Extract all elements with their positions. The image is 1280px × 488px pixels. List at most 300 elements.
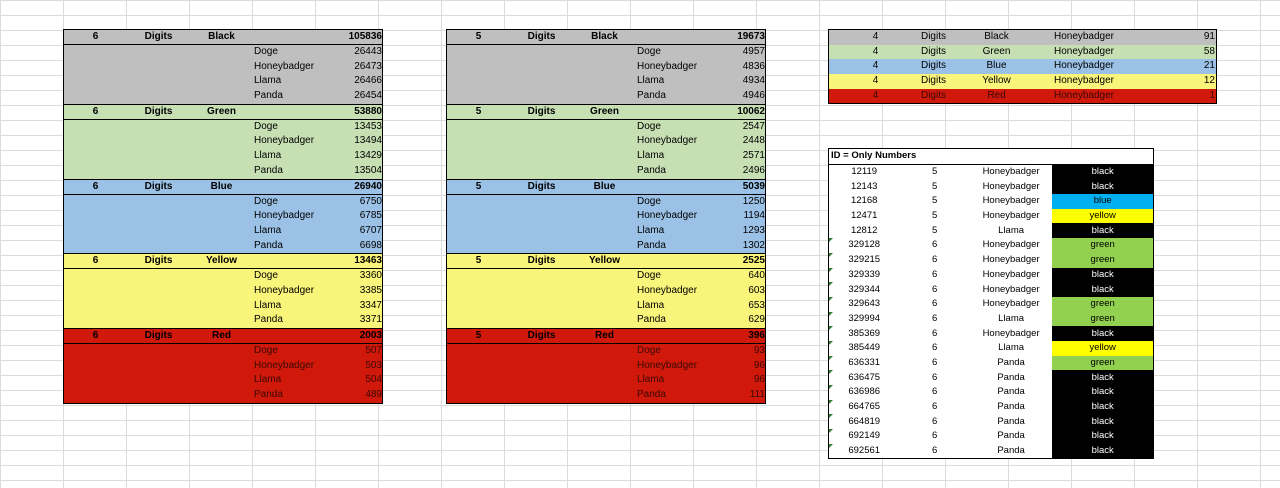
- id-value: 329339: [829, 268, 900, 283]
- five-group-header: [447, 254, 765, 269]
- group-total: 396: [748, 330, 765, 341]
- digits-label: Digits: [527, 255, 556, 267]
- id-row: [829, 297, 1154, 312]
- digits-label: Digits: [920, 31, 946, 42]
- animal-name: Llama: [998, 312, 1025, 324]
- five-animal-row: [447, 359, 765, 374]
- five-animal-row: [447, 45, 765, 60]
- id-row: [829, 312, 1154, 327]
- animal-name: Honeybadger: [982, 180, 1040, 192]
- color-swatch: black: [1052, 268, 1153, 283]
- animal-count: 4934: [742, 75, 765, 87]
- color-swatch: green: [1052, 238, 1153, 253]
- color-swatch: green: [1052, 297, 1153, 312]
- animal-count: 640: [748, 270, 765, 282]
- five-animal-row: [447, 373, 765, 388]
- color-swatch: green: [1052, 253, 1153, 268]
- digit-count: 5: [931, 180, 938, 192]
- color-name: Black: [984, 31, 1009, 42]
- error-indicator-icon: [829, 400, 833, 404]
- animal-count: 3385: [359, 284, 382, 296]
- animal-name: Panda: [637, 389, 666, 401]
- five-animal-row: [447, 120, 765, 135]
- four-digit-row-red: [829, 89, 1216, 104]
- animal-count: 507: [365, 345, 382, 356]
- group-total: 13463: [354, 255, 382, 267]
- color-swatch: black: [1052, 326, 1153, 341]
- five-animal-row: [447, 134, 765, 149]
- digit-count: 4: [872, 60, 879, 72]
- animal-name: Panda: [997, 401, 1025, 413]
- animal-name: Panda: [254, 164, 283, 176]
- color-name: Green: [590, 105, 619, 117]
- animal-name: Honeybadger: [637, 359, 698, 371]
- animal-name: Llama: [998, 342, 1025, 354]
- five-group-red: [446, 329, 766, 404]
- digit-count: 6: [931, 415, 938, 427]
- digit-count: 5: [475, 105, 482, 117]
- animal-count: 93: [753, 345, 765, 356]
- animal-name: Honeybadger: [254, 60, 315, 72]
- id-value: 329643: [829, 297, 900, 312]
- six-animal-row: [64, 74, 382, 89]
- id-value: 329344: [829, 282, 900, 297]
- animal-name: Doge: [637, 46, 661, 57]
- id-row: [829, 429, 1154, 444]
- id-row: [829, 223, 1154, 238]
- six-animal-row: [64, 134, 382, 149]
- six-animal-row: [64, 195, 382, 210]
- id-value: 385449: [829, 341, 900, 356]
- six-animal-row: [64, 60, 382, 75]
- six-group-black: [63, 29, 383, 105]
- id-value: 636331: [829, 356, 900, 371]
- six-animal-row: [64, 149, 382, 164]
- color-swatch: black: [1052, 400, 1153, 415]
- animal-name: Panda: [254, 90, 283, 102]
- group-total: 19673: [737, 31, 765, 42]
- digits-label: Digits: [920, 75, 946, 87]
- animal-name: Doge: [637, 195, 661, 207]
- animal-name: Panda: [254, 239, 283, 251]
- animal-name: Honeybadger: [1053, 89, 1115, 101]
- six-group-header: [64, 105, 382, 120]
- digit-count: 6: [92, 105, 99, 117]
- animal-count: 4946: [742, 90, 765, 102]
- animal-name: Honeybadger: [982, 254, 1040, 266]
- animal-count: 1194: [743, 210, 765, 222]
- animal-name: Panda: [637, 314, 666, 326]
- six-group-header: [64, 30, 382, 45]
- six-animal-row: [64, 89, 382, 104]
- digits-label: Digits: [527, 105, 556, 117]
- animal-count: 13453: [354, 120, 382, 132]
- color-swatch: yellow: [1052, 209, 1153, 224]
- color-name: Yellow: [205, 255, 238, 267]
- id-row: [829, 209, 1154, 224]
- digits-label: Digits: [144, 255, 173, 267]
- animal-name: Panda: [997, 386, 1025, 398]
- animal-count: 26473: [354, 60, 382, 72]
- animal-name: Doge: [637, 345, 661, 356]
- id-row: [829, 356, 1154, 371]
- six-animal-row: [64, 209, 382, 224]
- animal-count: 6785: [359, 210, 382, 222]
- animal-name: Doge: [254, 120, 278, 132]
- animal-name: Llama: [254, 299, 282, 311]
- animal-count: 111: [749, 389, 765, 401]
- id-value: 664819: [829, 414, 900, 429]
- six-digit-summary-table: [63, 29, 383, 404]
- digits-label: Digits: [527, 31, 556, 42]
- six-animal-row: [64, 269, 382, 284]
- animal-name: Honeybadger: [1053, 75, 1115, 87]
- five-animal-row: [447, 164, 765, 179]
- color-swatch: green: [1052, 356, 1153, 371]
- color-name: Black: [591, 31, 618, 42]
- error-indicator-icon: [829, 268, 833, 272]
- animal-name: Panda: [637, 164, 666, 176]
- count-value: 21: [1203, 60, 1215, 72]
- five-animal-row: [447, 60, 765, 75]
- five-animal-row: [447, 149, 765, 164]
- animal-count: 653: [748, 299, 765, 311]
- four-digit-row-yellow: [829, 74, 1216, 89]
- animal-name: Llama: [637, 224, 665, 236]
- animal-count: 13429: [354, 150, 382, 162]
- digit-count: 6: [92, 180, 99, 192]
- animal-name: Llama: [254, 224, 282, 236]
- id-value: 664765: [829, 400, 900, 415]
- color-name: Green: [982, 45, 1011, 57]
- animal-count: 6698: [359, 239, 382, 251]
- digit-count: 6: [931, 401, 938, 413]
- six-animal-row: [64, 344, 382, 359]
- animal-count: 13504: [354, 164, 382, 176]
- animal-name: Honeybadger: [254, 359, 315, 371]
- digit-count: 6: [931, 254, 938, 266]
- id-row: [829, 326, 1154, 341]
- color-swatch: green: [1052, 312, 1153, 327]
- digit-count: 4: [872, 89, 879, 101]
- animal-name: Panda: [997, 371, 1025, 383]
- color-name: Black: [208, 31, 235, 42]
- color-swatch: black: [1052, 164, 1153, 179]
- id-row: [829, 414, 1154, 429]
- id-value: 329215: [829, 253, 900, 268]
- animal-count: 1302: [742, 239, 765, 251]
- animal-name: Llama: [998, 224, 1025, 236]
- digit-count: 6: [931, 386, 938, 398]
- digit-count: 6: [92, 330, 99, 341]
- animal-name: Honeybadger: [982, 195, 1040, 207]
- five-animal-row: [447, 239, 765, 254]
- count-value: 58: [1203, 45, 1215, 57]
- color-swatch: black: [1052, 282, 1153, 297]
- id-row: [829, 444, 1154, 459]
- count-value: 12: [1203, 75, 1215, 87]
- animal-count: 4836: [742, 60, 765, 72]
- digit-count: 6: [931, 268, 938, 280]
- color-name: Blue: [593, 180, 616, 192]
- id-value: 692561: [829, 444, 900, 459]
- color-name: Yellow: [588, 255, 621, 267]
- digit-count: 6: [931, 371, 938, 383]
- five-animal-row: [447, 209, 765, 224]
- four-digit-row-blue: [829, 59, 1216, 74]
- digit-count: 6: [931, 356, 938, 368]
- color-swatch: yellow: [1052, 341, 1153, 356]
- six-group-yellow: [63, 254, 383, 329]
- animal-name: Honeybadger: [982, 327, 1040, 339]
- animal-name: Doge: [254, 270, 278, 282]
- digit-count: 5: [931, 195, 938, 207]
- digit-count: 6: [92, 31, 99, 42]
- animal-name: Llama: [637, 374, 665, 386]
- id-row: [829, 164, 1154, 179]
- six-animal-row: [64, 239, 382, 254]
- animal-name: Honeybadger: [1053, 31, 1115, 42]
- animal-name: Llama: [254, 374, 282, 386]
- five-animal-row: [447, 224, 765, 239]
- four-digit-row-black: [829, 30, 1216, 45]
- error-indicator-icon: [829, 341, 833, 345]
- animal-count: 3371: [359, 314, 382, 326]
- animal-count: 6750: [359, 195, 382, 207]
- digit-count: 6: [931, 298, 938, 310]
- five-animal-row: [447, 388, 765, 403]
- color-name: Red: [987, 89, 1006, 101]
- six-animal-row: [64, 313, 382, 328]
- color-name: Yellow: [982, 75, 1011, 87]
- six-animal-row: [64, 284, 382, 299]
- animal-name: Panda: [254, 314, 283, 326]
- animal-count: 603: [748, 284, 765, 296]
- animal-name: Honeybadger: [637, 60, 698, 72]
- group-total: 53880: [354, 105, 382, 117]
- id-value: 636475: [829, 370, 900, 385]
- animal-count: 629: [748, 314, 765, 326]
- animal-name: Llama: [637, 75, 665, 87]
- animal-name: Panda: [997, 430, 1025, 442]
- group-total: 26940: [354, 180, 382, 192]
- animal-name: Honeybadger: [982, 210, 1040, 222]
- four-digit-summary-table: [828, 29, 1217, 104]
- digit-count: 6: [931, 342, 938, 354]
- digits-label: Digits: [144, 180, 173, 192]
- id-row: [829, 400, 1154, 415]
- error-indicator-icon: [829, 370, 833, 374]
- animal-count: 2571: [742, 150, 765, 162]
- animal-name: Honeybadger: [254, 135, 315, 147]
- id-value: 329128: [829, 238, 900, 253]
- group-total: 5039: [742, 180, 765, 192]
- id-row: [829, 385, 1154, 400]
- animal-name: Panda: [254, 389, 283, 401]
- animal-name: Honeybadger: [637, 135, 698, 147]
- animal-name: Honeybadger: [254, 284, 315, 296]
- error-indicator-icon: [829, 326, 833, 330]
- color-swatch: black: [1052, 385, 1153, 400]
- five-group-yellow: [446, 254, 766, 329]
- digit-count: 5: [475, 180, 482, 192]
- animal-count: 4957: [742, 46, 765, 57]
- animal-count: 3347: [359, 299, 382, 311]
- five-animal-row: [447, 269, 765, 284]
- id-value: 12471: [829, 209, 900, 224]
- six-group-red: [63, 329, 383, 404]
- group-total: 105836: [348, 31, 382, 42]
- animal-count: 489: [365, 389, 382, 401]
- id-table-title: ID = Only Numbers: [829, 149, 1154, 165]
- five-group-blue: [446, 180, 766, 255]
- animal-name: Honeybadger: [1053, 60, 1115, 72]
- digit-count: 4: [872, 45, 879, 57]
- digit-count: 5: [475, 330, 482, 341]
- digit-count: 6: [931, 283, 938, 295]
- five-group-header: [447, 329, 765, 344]
- five-animal-row: [447, 74, 765, 89]
- digit-count: 6: [931, 430, 938, 442]
- color-swatch: black: [1052, 223, 1153, 238]
- animal-count: 96: [753, 359, 765, 371]
- animal-name: Panda: [637, 239, 666, 251]
- animal-name: Doge: [254, 345, 278, 356]
- animal-name: Doge: [637, 120, 661, 132]
- digit-count: 6: [931, 312, 938, 324]
- id-row: [829, 253, 1154, 268]
- six-group-header: [64, 180, 382, 195]
- five-group-black: [446, 29, 766, 105]
- animal-name: Doge: [637, 270, 661, 282]
- six-animal-row: [64, 120, 382, 135]
- digit-count: 5: [931, 210, 938, 222]
- five-animal-row: [447, 313, 765, 328]
- five-digit-summary-table: [446, 29, 766, 404]
- animal-name: Honeybadger: [637, 210, 698, 222]
- animal-name: Honeybadger: [982, 298, 1040, 310]
- six-animal-row: [64, 45, 382, 60]
- error-indicator-icon: [829, 238, 833, 242]
- animal-name: Honeybadger: [982, 268, 1040, 280]
- digit-count: 6: [92, 255, 99, 267]
- error-indicator-icon: [829, 312, 833, 316]
- count-value: 1: [1209, 89, 1215, 101]
- digit-count: 6: [931, 327, 938, 339]
- digit-count: 5: [475, 255, 482, 267]
- digits-label: Digits: [920, 60, 946, 72]
- digits-label: Digits: [527, 330, 556, 341]
- id-row: [829, 370, 1154, 385]
- six-animal-row: [64, 359, 382, 374]
- error-indicator-icon: [829, 297, 833, 301]
- color-swatch: black: [1052, 179, 1153, 194]
- animal-count: 96: [753, 374, 765, 386]
- id-value: 12812: [829, 223, 900, 238]
- four-digit-row-green: [829, 45, 1216, 60]
- animal-name: Panda: [970, 444, 1053, 459]
- animal-count: 1293: [742, 224, 765, 236]
- group-total: 2003: [359, 330, 382, 341]
- animal-count: 26466: [354, 75, 382, 87]
- five-animal-row: [447, 284, 765, 299]
- six-animal-row: [64, 224, 382, 239]
- animal-name: Honeybadger: [1053, 45, 1115, 57]
- count-value: 91: [1203, 31, 1215, 42]
- six-animal-row: [64, 164, 382, 179]
- error-indicator-icon: [829, 429, 833, 433]
- digit-count: 6: [931, 239, 938, 251]
- animal-name: Honeybadger: [982, 283, 1040, 295]
- animal-name: Llama: [637, 150, 665, 162]
- animal-count: 2496: [742, 164, 765, 176]
- animal-name: Llama: [254, 75, 282, 87]
- digit-count: 4: [872, 31, 879, 42]
- digit-count: 4: [872, 75, 879, 87]
- animal-name: Panda: [997, 356, 1025, 368]
- animal-name: Llama: [637, 299, 665, 311]
- color-swatch: black: [1052, 370, 1153, 385]
- animal-name: Doge: [254, 46, 278, 57]
- id-value: 12119: [829, 164, 900, 179]
- group-total: 10062: [737, 105, 765, 117]
- five-animal-row: [447, 344, 765, 359]
- id-row: [829, 282, 1154, 297]
- six-group-header: [64, 254, 382, 269]
- five-group-green: [446, 105, 766, 180]
- id-numbers-table: [828, 148, 1154, 459]
- color-name: Blue: [986, 60, 1007, 72]
- animal-name: Honeybadger: [982, 239, 1040, 251]
- animal-count: 503: [365, 359, 382, 371]
- id-row: [829, 179, 1154, 194]
- id-value: 329994: [829, 312, 900, 327]
- id-value: 692149: [829, 429, 900, 444]
- id-value: 636986: [829, 385, 900, 400]
- five-animal-row: [447, 299, 765, 314]
- digit-count: 5: [931, 166, 938, 178]
- digits-label: Digits: [144, 105, 173, 117]
- error-indicator-icon: [829, 253, 833, 257]
- id-row: [829, 238, 1154, 253]
- animal-count: 13494: [354, 135, 382, 147]
- animal-name: Panda: [997, 415, 1025, 427]
- six-animal-row: [64, 299, 382, 314]
- digits-label: Digits: [144, 31, 173, 42]
- id-row: [829, 341, 1154, 356]
- six-group-blue: [63, 180, 383, 255]
- color-name: Red: [212, 330, 231, 341]
- five-animal-row: [447, 195, 765, 210]
- five-group-header: [447, 180, 765, 195]
- animal-name: Honeybadger: [637, 284, 698, 296]
- six-group-green: [63, 105, 383, 180]
- animal-count: 1250: [742, 195, 765, 207]
- id-value: 12168: [829, 194, 900, 209]
- error-indicator-icon: [829, 356, 833, 360]
- error-indicator-icon: [829, 414, 833, 418]
- error-indicator-icon: [829, 282, 833, 286]
- color-name: Green: [207, 105, 236, 117]
- error-indicator-icon: [829, 444, 833, 448]
- six-animal-row: [64, 388, 382, 403]
- animal-name: Doge: [254, 195, 278, 207]
- error-indicator-icon: [829, 385, 833, 389]
- digits-label: Digits: [920, 89, 946, 101]
- digit-count: 5: [931, 224, 938, 236]
- five-group-header: [447, 105, 765, 120]
- id-row: [829, 268, 1154, 283]
